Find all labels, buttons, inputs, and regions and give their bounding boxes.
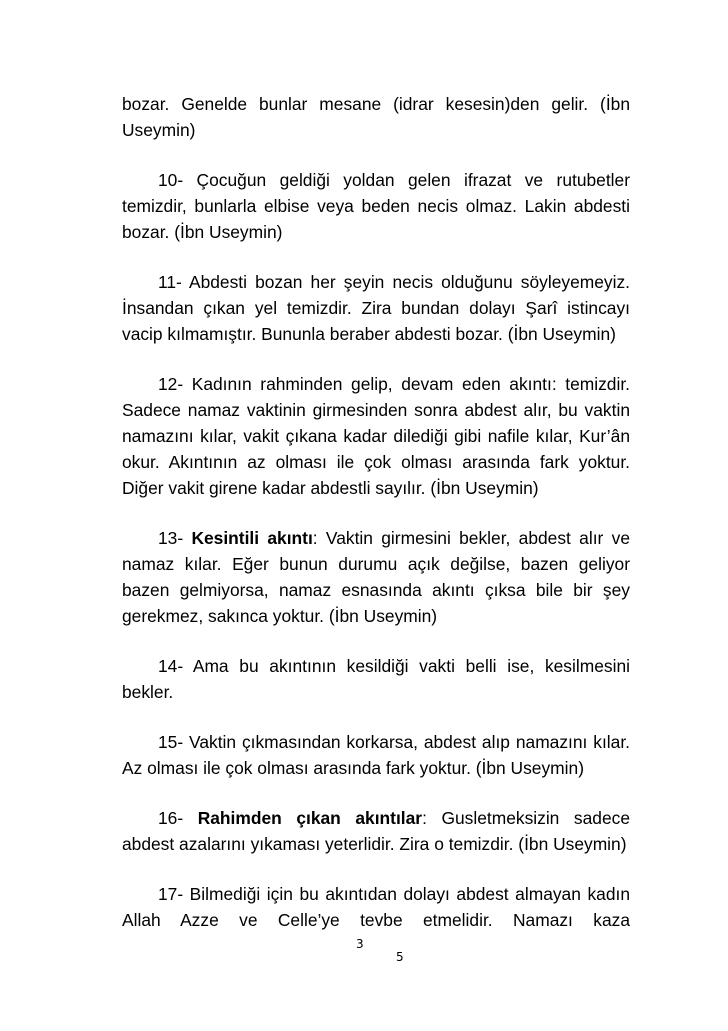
paragraph-number: 16-: [158, 808, 198, 828]
paragraph-14: [122, 653, 630, 705]
paragraph-text: 12- Kadının rahminden gelip, devam eden akıntı: temizdir. Sadece namaz vaktinin girmesinden sonra abdest alır, bu vaktin namazını kılar, vakit çıkana kadar dilediği gibi nafile kılar, Kur’ân okur. Akıntının az olması ile çok olması arasında fark yoktur. Diğer vakit girene kadar abdestli sayılır. (İbn Useymin): [122, 374, 630, 498]
paragraph-17: [122, 881, 630, 933]
paragraph-text: 11- Abdesti bozan her şeyin necis olduğunu söyleyemeyiz. İnsandan çıkan yel temizdir. Zira bundan dolayı Şarî istincayı vacip kılmamıştır. Bununla beraber abdesti bozar. (İbn Useymin): [122, 272, 630, 344]
paragraph-text: : Vaktin girmesini bekler, abdest alır ve namaz kılar. Eğer bunun durumu açık değilse, bazen geliyor bazen gelmiyorsa, namaz esnasında akıntı çıksa bile bir şey gerekmez, sakınca yoktur. (İbn Useymin): [122, 528, 630, 626]
page-number-outer: 5: [396, 950, 404, 964]
paragraph-text: 15- Vaktin çıkmasından korkarsa, abdest alıp namazını kılar. Az olması ile çok olması arasında fark yoktur. (İbn Useymin): [122, 732, 630, 778]
paragraph-text: 17- Bilmediği için bu akıntıdan dolayı abdest almayan kadın Allah Azze ve Celle’ye tevbe etmelidir. Namazı kaza: [122, 884, 630, 930]
bold-term: Rahimden çıkan akıntılar: [197, 808, 423, 828]
page-number-inner: 3: [356, 937, 364, 951]
paragraph-11: [122, 269, 630, 347]
paragraph-text: : Gusletmeksizin sadece abdest azalarını yıkaması yeterlidir. Zira o temizdir. (İbn Useymin): [122, 808, 630, 854]
paragraph-9-continuation: [122, 91, 630, 143]
paragraph-15: [122, 729, 630, 781]
bold-term: Kesintili akıntı: [191, 528, 313, 548]
paragraph-text: 10- Çocuğun geldiği yoldan gelen ifrazat ve rutubetler temizdir, bunlarla elbise veya beden necis olmaz. Lakin abdesti bozar. (İbn Useymin): [122, 170, 630, 242]
body-text: [122, 91, 630, 933]
paragraph-12: [122, 371, 630, 501]
paragraph-10: [122, 167, 630, 245]
paragraph-text: 14- Ama bu akıntının kesildiği vakti belli ise, kesilmesini bekler.: [122, 656, 630, 702]
paragraph-text: bozar. Genelde bunlar mesane (idrar kesesin)den gelir. (İbn Useymin): [122, 94, 630, 140]
paragraph-16: [122, 805, 630, 857]
paragraph-13: [122, 525, 630, 629]
paragraph-number: 13-: [158, 528, 192, 548]
